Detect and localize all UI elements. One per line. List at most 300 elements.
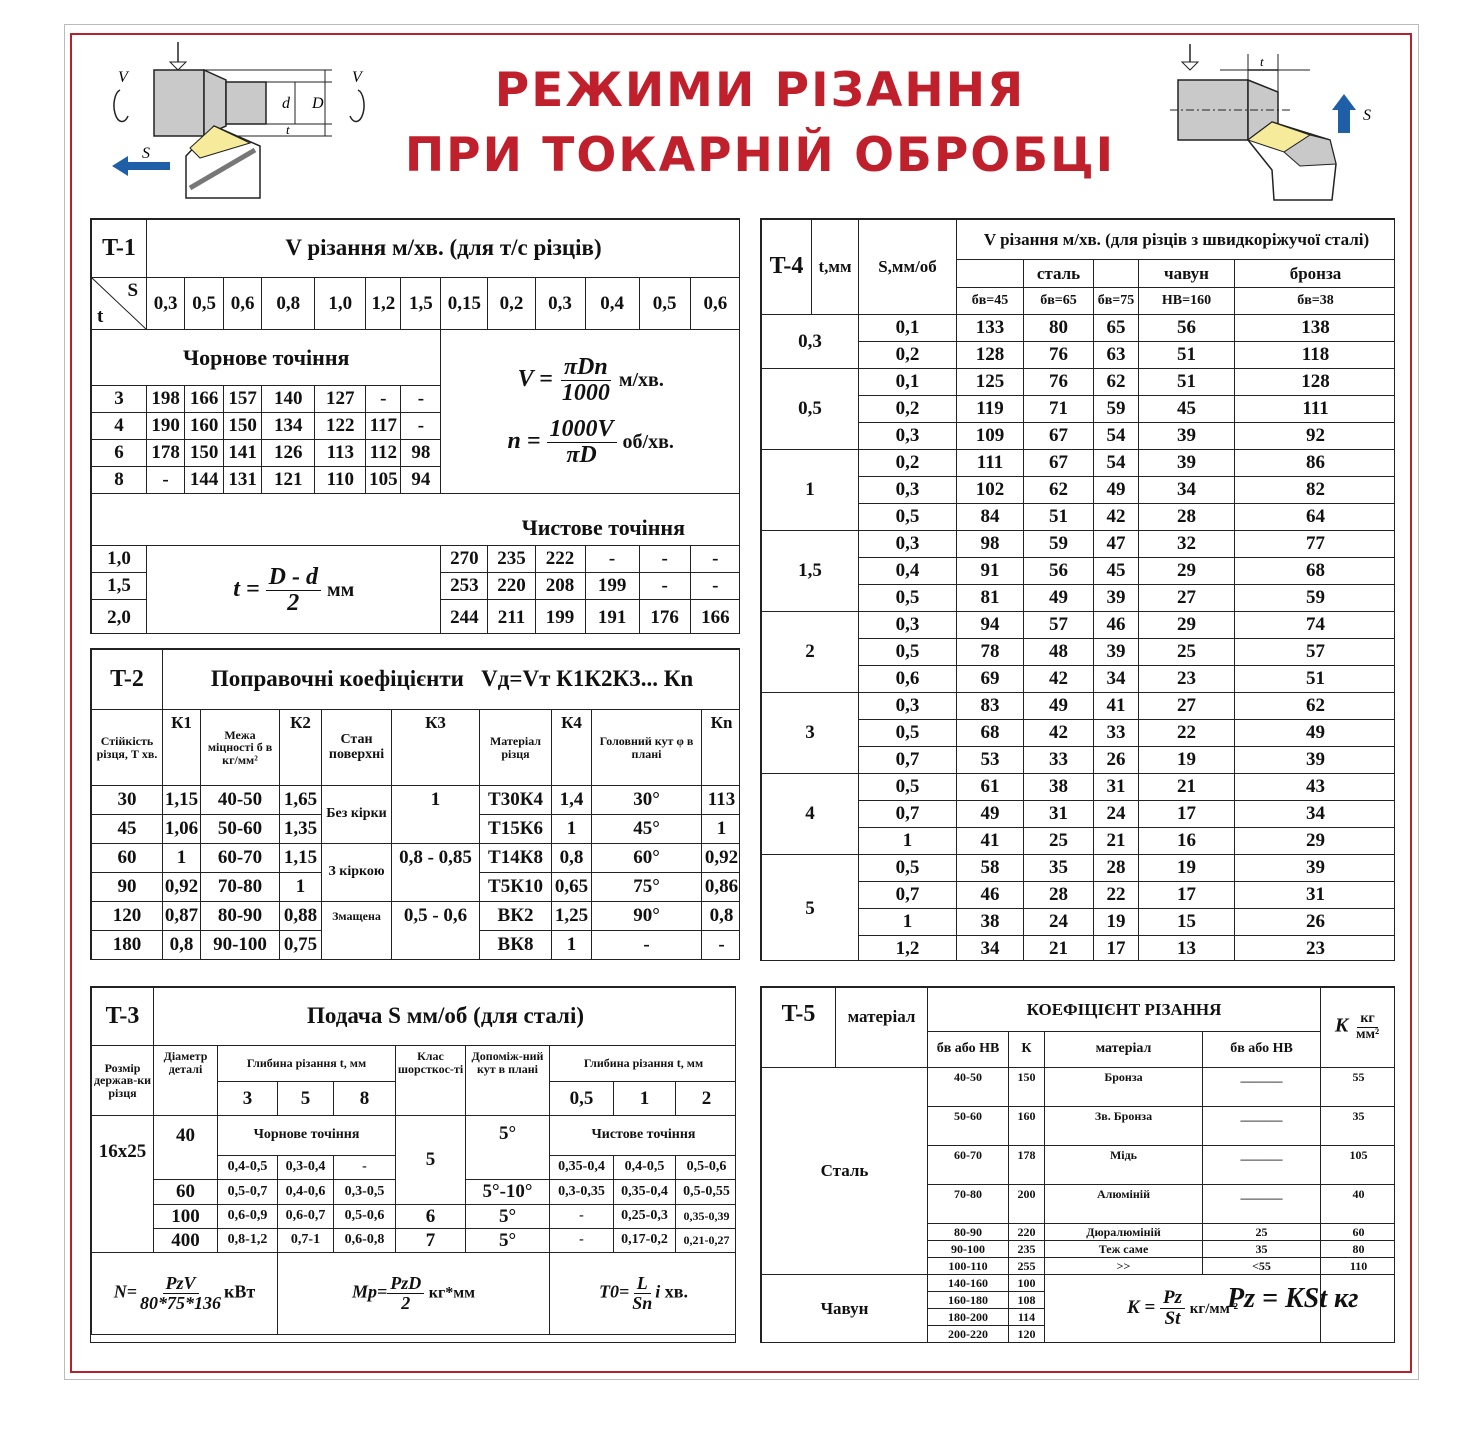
t3-cell: 0,8-1,2 (218, 1229, 278, 1253)
t5-formula-k: K = $\frac{Pz}{St}$ кг/мм ² (1126, 1287, 1239, 1329)
t1-fine-cell: - (585, 546, 639, 573)
t2-cell: 1,4 (552, 786, 592, 815)
page-title-line1: РЕЖИМИ РІЗАННЯ (494, 63, 1026, 118)
t2-cell: 0,86 (702, 873, 741, 902)
t4-speed: 34 (1235, 801, 1396, 828)
t2-cell: 1,25 (552, 902, 592, 931)
t3-formula-n-cell (92, 1253, 278, 1335)
t4-speed: 57 (1024, 612, 1094, 639)
t1-rough-cell: 150 (185, 440, 224, 467)
t4-speed: 47 (1094, 531, 1139, 558)
t3-class: 5 (396, 1116, 466, 1205)
t3-cell: 0,21-0,27 (676, 1229, 737, 1253)
t5-cell: _______ (1203, 1068, 1321, 1107)
t5-cell: Алюміній (1045, 1185, 1203, 1224)
t1-fine-cell: 176 (639, 600, 690, 635)
t1-rough-cell: 94 (401, 467, 441, 494)
t2-surface: Без кірки (322, 786, 392, 844)
t3-class: 7 (396, 1229, 466, 1253)
t5-cell: _______ (1203, 1185, 1321, 1224)
t4-speed: 39 (1094, 639, 1139, 666)
t1-rough-cell: 134 (262, 413, 315, 440)
t5-iron-cell: 200-220 (928, 1326, 1009, 1343)
t3-cell: 0,4-0,5 (614, 1156, 676, 1180)
t1-s-value: 0,6 (224, 278, 262, 330)
t5-title: КОЕФІЦІЄНТ РІЗАННЯ (928, 988, 1321, 1032)
t4-speed: 23 (1235, 936, 1396, 962)
t1-rough-cell: 122 (315, 413, 366, 440)
t2-k3: 0,5 - 0,6 (392, 902, 480, 960)
t2-cell: 30 (92, 786, 163, 815)
t1-s-value: 0,3 (147, 278, 185, 330)
t5-cell: 50-60 (928, 1107, 1009, 1146)
feed-arrow-left-icon (112, 156, 170, 176)
t1-s-value: 1,2 (366, 278, 401, 330)
t3-fine-title: Чистове точіння (550, 1116, 737, 1156)
t4-speed: 51 (1024, 504, 1094, 531)
t4-speed: 41 (1094, 693, 1139, 720)
t1-s-value: 0,4 (585, 278, 639, 330)
t1-fine-cell: - (690, 546, 740, 573)
t4-speed: 34 (1139, 477, 1235, 504)
t3-cell: 0,6-0,9 (218, 1205, 278, 1229)
t2-surface: З кіркою (322, 844, 392, 902)
t2-cell: 180 (92, 931, 163, 960)
t4-speed: 54 (1094, 450, 1139, 477)
t4-feed: 0,7 (859, 747, 957, 774)
t1-fine-cell: 208 (535, 573, 585, 600)
t3-aux: 5° (466, 1116, 550, 1180)
t4-speed: 34 (1094, 666, 1139, 693)
t2-cell: 80-90 (201, 902, 280, 931)
t1-rough-cell: 131 (224, 467, 262, 494)
t4-speed: 118 (1235, 342, 1396, 369)
t2-header: Межа міцності б в кг/мм² (201, 710, 280, 786)
t2-cell: 90-100 (201, 931, 280, 960)
t1-fine-cell: - (690, 573, 740, 600)
t5-cell: 55 (1321, 1068, 1395, 1107)
t4-speed: 25 (1024, 828, 1094, 855)
t2-cell: - (592, 931, 702, 960)
t5-label: T-5 (762, 988, 836, 1068)
t1-rough-cell: 127 (315, 386, 366, 413)
t1-fine-cell: 166 (690, 600, 740, 635)
t3-cell: 0,6-0,7 (278, 1205, 334, 1229)
t1-fine-cell: 220 (488, 573, 535, 600)
t4-feed: 0,5 (859, 855, 957, 882)
t5-header-bv2: бв або НВ (1203, 1032, 1321, 1068)
t4-speed: 109 (957, 423, 1024, 450)
t1-corner-s: S (127, 280, 139, 301)
t1-rough-cell: 141 (224, 440, 262, 467)
t2-cell: 1 (552, 815, 592, 844)
t1-rough-cell: 178 (147, 440, 185, 467)
t3-cell: 0,5-0,55 (676, 1180, 737, 1205)
t1-rough-cell: 144 (185, 467, 224, 494)
t3-cell: - (334, 1156, 396, 1180)
t4-speed: 38 (1024, 774, 1094, 801)
t3-header-diameter: Діаметр деталі (154, 1046, 218, 1116)
t4-speed: 49 (1024, 693, 1094, 720)
t4-speed: 119 (957, 396, 1024, 423)
diagram-label-t: t (286, 122, 290, 137)
t4-speed: 42 (1024, 720, 1094, 747)
t3-formula-n: N= $\frac{\text{PzV}}{80*75*136}$ кВт (113, 1273, 256, 1313)
t4-speed: 39 (1139, 423, 1235, 450)
t2-cell: 1,15 (280, 844, 322, 873)
t4-speed: 71 (1024, 396, 1094, 423)
t4-speed: 33 (1094, 720, 1139, 747)
t1-s-value: 1,5 (401, 278, 441, 330)
t3-header-depth: Глибина різання t, мм (218, 1046, 396, 1082)
t4-speed: 17 (1139, 801, 1235, 828)
t4-feed: 0,3 (859, 477, 957, 504)
t2-cell: 1,35 (280, 815, 322, 844)
t1-fine-cell: 235 (488, 546, 535, 573)
t2-cell: ВК8 (480, 931, 552, 960)
t4-header-s: S,мм/об (859, 220, 957, 315)
t2-cell: 1,65 (280, 786, 322, 815)
t3-diameter: 100 (154, 1205, 218, 1229)
t1-rough-cell: 6 (92, 440, 147, 467)
t5-cell: 105 (1321, 1146, 1395, 1185)
t1-fine-cell: 191 (585, 600, 639, 635)
t3-cell: 0,4-0,5 (218, 1156, 278, 1180)
t2-cell: 0,75 (280, 931, 322, 960)
t1-s-value: 1,0 (315, 278, 366, 330)
t1-rough-cell: 126 (262, 440, 315, 467)
t5-cell: 80 (1321, 1241, 1395, 1258)
t4-speed: 102 (957, 477, 1024, 504)
t4-speed: 86 (1235, 450, 1396, 477)
t5-iron-cell: 160-180 (928, 1292, 1009, 1309)
t2-surface: Змащена (322, 902, 392, 960)
t1-formulas-cell (441, 330, 740, 494)
t4-feed: 0,7 (859, 882, 957, 909)
t4-depth: 3 (762, 693, 859, 774)
t4-speed: 61 (957, 774, 1024, 801)
t4-feed: 0,3 (859, 531, 957, 558)
t1-rough-cell: 4 (92, 413, 147, 440)
t2-cell: 70-80 (201, 873, 280, 902)
t4-speed: 39 (1094, 585, 1139, 612)
t4-speed: 26 (1235, 909, 1396, 936)
t4-subheader: НВ=160 (1139, 288, 1235, 315)
t2-cell: 50-60 (201, 815, 280, 844)
t5-cell: Теж саме (1045, 1241, 1203, 1258)
t1-rough-cell: - (366, 386, 401, 413)
t2-cell: 1,15 (163, 786, 201, 815)
t2-header: Головний кут φ в плані (592, 710, 702, 786)
t2-cell: 60 (92, 844, 163, 873)
t4-speed: 34 (957, 936, 1024, 962)
t3-aux: 5°-10° (466, 1180, 550, 1205)
t3-header-class: Клас шорсткос-ті (396, 1046, 466, 1116)
t4-speed: 125 (957, 369, 1024, 396)
t4-speed: 62 (1024, 477, 1094, 504)
diagram-label-d: d (282, 95, 290, 112)
t4-speed: 133 (957, 315, 1024, 342)
t5-iron-cell: 108 (1009, 1292, 1045, 1309)
t4-speed: 41 (957, 828, 1024, 855)
t5-cell: 70-80 (928, 1185, 1009, 1224)
t4-speed: 111 (957, 450, 1024, 477)
t4-label: T-4 (762, 220, 812, 315)
t1-fine-cell: - (639, 546, 690, 573)
t2-cell: 90° (592, 902, 702, 931)
t2-header: Кn (702, 710, 741, 786)
t4-speed: 32 (1139, 531, 1235, 558)
t4-speed: 15 (1139, 909, 1235, 936)
t5-cell: Мідь (1045, 1146, 1203, 1185)
t4-speed: 46 (957, 882, 1024, 909)
t4-feed: 0,6 (859, 666, 957, 693)
t5-cell: 220 (1009, 1224, 1045, 1241)
t3-depth: 8 (334, 1082, 396, 1116)
t5-cell: 60-70 (928, 1146, 1009, 1185)
t5-iron-cell: 140-160 (928, 1275, 1009, 1292)
t4-speed: 19 (1139, 747, 1235, 774)
t1-s-value: 0,2 (488, 278, 535, 330)
t1-formula-t-cell (147, 546, 441, 635)
t4-depth: 4 (762, 774, 859, 855)
diagram-label-s: S (142, 145, 150, 162)
t4-feed: 0,7 (859, 801, 957, 828)
t3-cell: 0,5-0,7 (218, 1180, 278, 1205)
t4-speed: 22 (1094, 882, 1139, 909)
t2-cell: 45° (592, 815, 702, 844)
t3-formula-m: Mp= $\frac{\text{PzD}}{2}$ кг*мм (351, 1273, 476, 1313)
t2-header: Стан поверхні (322, 710, 392, 786)
t4-speed: 51 (1139, 342, 1235, 369)
t1-rough-cell: 160 (185, 413, 224, 440)
t4-speed: 74 (1235, 612, 1396, 639)
diagram-label-v1: V (118, 69, 128, 86)
t4-speed: 27 (1139, 585, 1235, 612)
t4-speed: 29 (1139, 612, 1235, 639)
t3-aux: 5° (466, 1205, 550, 1229)
t4-speed: 28 (1024, 882, 1094, 909)
t4-feed: 0,1 (859, 315, 957, 342)
t5-header-k: K (1334, 1014, 1349, 1037)
t4-speed: 49 (1024, 585, 1094, 612)
t4-speed: 84 (957, 504, 1024, 531)
t1-formula-t: t = $\frac{D - d}{2}$ мм (233, 563, 355, 616)
t1-rough-cell: - (401, 413, 441, 440)
t4-feed: 0,2 (859, 450, 957, 477)
t3-depth: 3 (218, 1082, 278, 1116)
t4-empty (957, 260, 1024, 288)
t4-speed: 67 (1024, 450, 1094, 477)
t3-formula-m-cell (278, 1253, 550, 1335)
t3-depth: 2 (676, 1082, 737, 1116)
t1-rough-cell: - (401, 386, 441, 413)
t4-speed: 31 (1024, 801, 1094, 828)
t4-feed: 0,1 (859, 369, 957, 396)
t2-cell: 75° (592, 873, 702, 902)
t5-cell: <55 (1203, 1258, 1321, 1275)
t1-fine-cell: 211 (488, 600, 535, 635)
t1-fine-cell: 2,0 (92, 600, 147, 635)
t4-depth: 2 (762, 612, 859, 693)
t1-fine-cell: 270 (441, 546, 488, 573)
t4-depth: 1 (762, 450, 859, 531)
t4-speed: 69 (957, 666, 1024, 693)
t4-depth: 0,5 (762, 369, 859, 450)
t4-speed: 25 (1139, 639, 1235, 666)
t4-feed: 1,2 (859, 936, 957, 962)
t4-speed: 128 (1235, 369, 1396, 396)
t1-fine-cell: 222 (535, 546, 585, 573)
t4-speed: 83 (957, 693, 1024, 720)
t4-speed: 39 (1139, 450, 1235, 477)
t2-cell: 30° (592, 786, 702, 815)
t3-cell: 0,6-0,8 (334, 1229, 396, 1253)
t3-cell: 0,3-0,35 (550, 1180, 614, 1205)
t1-rough-cell: 140 (262, 386, 315, 413)
t2-cell: 0,8 (163, 931, 201, 960)
t1-fine-title: Чистове точіння (92, 494, 741, 546)
t5-cell: 160 (1009, 1107, 1045, 1146)
t1-corner-cell (92, 278, 147, 330)
t2-cell: 40-50 (201, 786, 280, 815)
t2-cell: 0,8 (702, 902, 741, 931)
t1-s-value: 0,5 (639, 278, 690, 330)
t5-cell: Дюралюміній (1045, 1224, 1203, 1241)
t3-depth: 1 (614, 1082, 676, 1116)
t4-speed: 19 (1139, 855, 1235, 882)
t1-rough-cell: - (147, 467, 185, 494)
t4-feed: 0,5 (859, 585, 957, 612)
t4-speed: 46 (1094, 612, 1139, 639)
diagram-label-t-right: t (1260, 54, 1264, 69)
t5-cell: 178 (1009, 1146, 1045, 1185)
t5-iron-cell: 114 (1009, 1309, 1045, 1326)
t1-fine-cell: 253 (441, 573, 488, 600)
t4-speed: 94 (957, 612, 1024, 639)
t4-speed: 78 (957, 639, 1024, 666)
t2-k3: 0,8 - 0,85 (392, 844, 480, 902)
t4-feed: 0,2 (859, 342, 957, 369)
t3-cell: - (550, 1205, 614, 1229)
t3-depth: 0,5 (550, 1082, 614, 1116)
t4-speed: 77 (1235, 531, 1396, 558)
t4-speed: 31 (1094, 774, 1139, 801)
t1-label: T-1 (92, 220, 147, 278)
t5-formula-p: Pz = KSt кг (1227, 1283, 1359, 1314)
t3-diameter: 60 (154, 1180, 218, 1205)
t5-header-k-unit: K $\frac{кг}{\text{мм²}}$ (1321, 988, 1395, 1068)
t4-header-iron: чавун (1139, 260, 1235, 288)
t3-depth: 5 (278, 1082, 334, 1116)
diagram-label-v2: V (352, 69, 362, 86)
t5-header-bv: бв або НВ (928, 1032, 1009, 1068)
t4-speed: 22 (1139, 720, 1235, 747)
t5-cell: 150 (1009, 1068, 1045, 1107)
t4-speed: 80 (1024, 315, 1094, 342)
t4-speed: 21 (1139, 774, 1235, 801)
t2-cell: - (702, 931, 741, 960)
t2-cell: 60-70 (201, 844, 280, 873)
t4-speed: 111 (1235, 396, 1396, 423)
t2-cell: Т5К10 (480, 873, 552, 902)
t2-cell: 1 (280, 873, 322, 902)
t5-header-k2: К (1009, 1032, 1045, 1068)
t2-cell: 60° (592, 844, 702, 873)
t1-formula-v: V = $\frac{\text{πDn}}{1000}$ м/хв. (517, 354, 664, 407)
t5-cell: Зв. Бронза (1045, 1107, 1203, 1146)
t4-speed: 62 (1235, 693, 1396, 720)
t4-speed: 21 (1024, 936, 1094, 962)
t4-speed: 21 (1094, 828, 1139, 855)
t1-fine-cell: 244 (441, 600, 488, 635)
t4-speed: 49 (957, 801, 1024, 828)
diagram-label-s-right: S (1363, 107, 1371, 124)
t1-fine-cell: 1,5 (92, 573, 147, 600)
t4-depth: 5 (762, 855, 859, 962)
t2-cell: 113 (702, 786, 741, 815)
t5-cell: 60 (1321, 1224, 1395, 1241)
turning-diagram-left (100, 38, 380, 203)
t4-speed: 68 (1235, 558, 1396, 585)
t1-s-value: 0,8 (262, 278, 315, 330)
t4-header-steel: сталь (1024, 260, 1094, 288)
t2-cell: Т14К8 (480, 844, 552, 873)
t5-iron: Чавун (762, 1275, 928, 1343)
t4-speed: 42 (1024, 666, 1094, 693)
t4-speed: 59 (1235, 585, 1396, 612)
t1-rough-cell: 113 (315, 440, 366, 467)
t2-cell: 90 (92, 873, 163, 902)
t2-header: К1 (163, 710, 201, 786)
t1-rough-cell: 110 (315, 467, 366, 494)
t5-cell: Бронза (1045, 1068, 1203, 1107)
t3-cell: 0,25-0,3 (614, 1205, 676, 1229)
t1-s-value: 0,15 (441, 278, 488, 330)
t4-empty (1094, 260, 1139, 288)
t4-speed: 19 (1094, 909, 1139, 936)
t1-rough-cell: 117 (366, 413, 401, 440)
t4-speed: 27 (1139, 693, 1235, 720)
t5-cell: 90-100 (928, 1241, 1009, 1258)
t3-formula-t-cell (550, 1253, 737, 1335)
t2-header: К4 (552, 710, 592, 786)
t4-feed: 0,3 (859, 693, 957, 720)
t3-cell: 0,5-0,6 (676, 1156, 737, 1180)
t3-header-depth-fine: Глибина різання t, мм (550, 1046, 737, 1082)
t4-speed: 76 (1024, 342, 1094, 369)
t5-cell: 35 (1203, 1241, 1321, 1258)
t2-cell: 0,87 (163, 902, 201, 931)
t2-cell: 0,65 (552, 873, 592, 902)
t4-title: V різання м/хв. (для різців з швидкоріжучої сталі) (957, 220, 1396, 260)
t1-rough-cell: 157 (224, 386, 262, 413)
t4-speed: 45 (1094, 558, 1139, 585)
t2-cell: 45 (92, 815, 163, 844)
t3-cell: 0,35-0,4 (614, 1180, 676, 1205)
t3-header-aux-angle: Допоміж-ний кут в плані (466, 1046, 550, 1116)
t2-title: Поправочні коефіцієнти (210, 666, 464, 692)
t2-k3: 1 (392, 786, 480, 844)
t4-feed: 1 (859, 909, 957, 936)
t4-speed: 28 (1094, 855, 1139, 882)
t4-speed: 24 (1094, 801, 1139, 828)
t4-speed: 59 (1024, 531, 1094, 558)
t4-speed: 24 (1024, 909, 1094, 936)
t4-speed: 128 (957, 342, 1024, 369)
t5-cell: 40 (1321, 1185, 1395, 1224)
t1-s-value: 0,6 (690, 278, 740, 330)
